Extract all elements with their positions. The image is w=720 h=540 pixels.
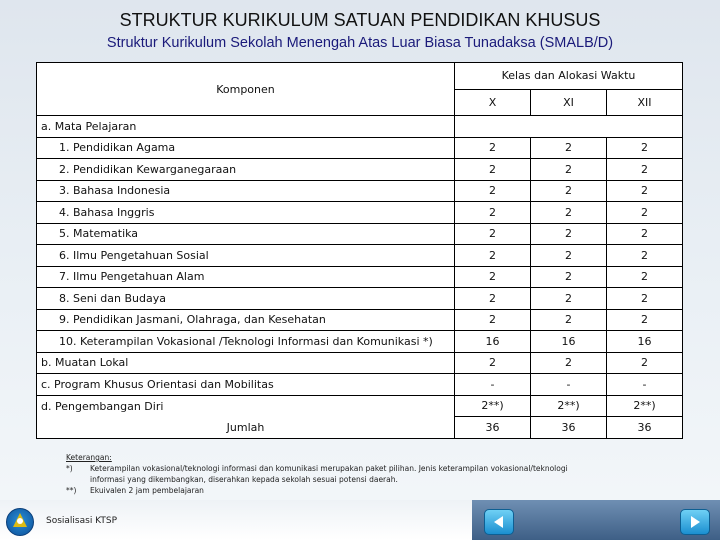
subject-rows	[37, 137, 683, 352]
triangle-right-icon	[688, 515, 702, 529]
note-text: informasi yang dikembangkan, diserahkan kepada sekolah sesuai potensi daerah.	[90, 475, 398, 484]
subject-row	[37, 223, 683, 245]
value-xii: 2	[607, 159, 683, 181]
value-xii: 2	[607, 137, 683, 159]
jumlah-row	[37, 417, 683, 439]
subject-row	[37, 245, 683, 267]
note-item	[66, 485, 568, 496]
value-x: 2	[455, 288, 531, 310]
value-xi: 2	[531, 180, 607, 202]
value-xii: 2**)	[607, 395, 683, 417]
next-slide-button[interactable]	[680, 509, 710, 535]
subject-name: 8. Seni dan Budaya	[37, 288, 455, 310]
subject-name: 6. Ilmu Pengetahuan Sosial	[37, 245, 455, 267]
program-khusus-row	[37, 374, 683, 396]
value-xii: 2	[607, 180, 683, 202]
subject-name: 4. Bahasa Inggris	[37, 202, 455, 224]
value-x: 36	[455, 417, 531, 439]
value-x: 2	[455, 159, 531, 181]
value-x: 2**)	[455, 395, 531, 417]
subject-row	[37, 202, 683, 224]
value-xi: 2**)	[531, 395, 607, 417]
row-label: d. Pengembangan Diri	[37, 395, 455, 417]
note-mark: **)	[66, 486, 77, 495]
value-xi: 2	[531, 266, 607, 288]
footer-nav-panel	[472, 500, 720, 540]
value-x: 2	[455, 137, 531, 159]
value-x: -	[455, 374, 531, 396]
pengembangan-diri-row	[37, 395, 683, 417]
jumlah-label: Jumlah	[37, 417, 455, 439]
subject-name: 10. Keterampilan Vokasional /Teknologi Informasi dan Komunikasi *)	[37, 331, 455, 353]
footer-left-panel	[0, 500, 472, 540]
footer-bar	[0, 500, 720, 540]
subject-name: 3. Bahasa Indonesia	[37, 180, 455, 202]
value-x: 2	[455, 180, 531, 202]
value-xi: 2	[531, 137, 607, 159]
note-text: Ekuivalen 2 jam pembelajaran	[90, 486, 204, 495]
prev-slide-button[interactable]	[484, 509, 514, 535]
subject-row	[37, 288, 683, 310]
value-x: 2	[455, 309, 531, 331]
subject-row	[37, 331, 683, 353]
section-a-label: a. Mata Pelajaran	[37, 116, 455, 138]
subject-row	[37, 137, 683, 159]
value-xi: 2	[531, 159, 607, 181]
value-xi: 36	[531, 417, 607, 439]
subject-name: 9. Pendidikan Jasmani, Olahraga, dan Kesehatan	[37, 309, 455, 331]
notes	[66, 452, 568, 496]
value-xi: 2	[531, 352, 607, 374]
triangle-left-icon	[492, 515, 506, 529]
value-xi: -	[531, 374, 607, 396]
page-subtitle: Struktur Kurikulum Sekolah Menengah Atas Luar Biasa Tunadaksa (SMALB/D)	[106, 35, 614, 51]
value-xii: 2	[607, 223, 683, 245]
value-x: 16	[455, 331, 531, 353]
value-xii: 2	[607, 352, 683, 374]
table-header-row	[37, 63, 683, 90]
value-x: 2	[455, 266, 531, 288]
value-x: 2	[455, 223, 531, 245]
section-a-row	[37, 116, 683, 138]
note-mark	[66, 474, 90, 485]
value-xi: 2	[531, 245, 607, 267]
subject-name: 7. Ilmu Pengetahuan Alam	[37, 266, 455, 288]
subject-row	[37, 159, 683, 181]
note-item	[66, 463, 568, 474]
komponen-header: Komponen	[37, 63, 455, 116]
muatan-lokal-row	[37, 352, 683, 374]
value-x: 2	[455, 202, 531, 224]
value-xii: 2	[607, 202, 683, 224]
section-a-empty	[455, 116, 683, 138]
row-label: c. Program Khusus Orientasi dan Mobilitas	[37, 374, 455, 396]
note-mark: *)	[66, 464, 73, 473]
value-xii: 2	[607, 309, 683, 331]
value-xii: 2	[607, 266, 683, 288]
kelas-header: Kelas dan Alokasi Waktu	[455, 63, 683, 90]
value-xii: -	[607, 374, 683, 396]
tut-wuri-handayani-logo-icon	[6, 508, 34, 536]
value-xi: 16	[531, 331, 607, 353]
value-xi: 2	[531, 223, 607, 245]
value-xii: 2	[607, 288, 683, 310]
subject-name: 2. Pendidikan Kewarganegaraan	[37, 159, 455, 181]
value-xi: 2	[531, 309, 607, 331]
subject-name: 5. Matematika	[37, 223, 455, 245]
value-xii: 2	[607, 245, 683, 267]
class-header-xi: XI	[531, 89, 607, 116]
class-header-xii: XII	[607, 89, 683, 116]
page-title: STRUKTUR KURIKULUM SATUAN PENDIDIKAN KHUSUS	[119, 10, 601, 30]
subject-row	[37, 180, 683, 202]
subject-row	[37, 266, 683, 288]
class-header-x: X	[455, 89, 531, 116]
curriculum-table	[36, 62, 683, 439]
note-text: Keterampilan vokasional/teknologi informasi dan komunikasi merupakan paket pilihan. Jenis keterampilan vokasional/teknologi	[90, 464, 568, 473]
value-x: 2	[455, 352, 531, 374]
value-x: 2	[455, 245, 531, 267]
notes-heading: Keterangan:	[66, 453, 112, 462]
value-xii: 16	[607, 331, 683, 353]
subject-row	[37, 309, 683, 331]
note-item	[66, 474, 568, 485]
footer-text: Sosialisasi KTSP	[46, 516, 118, 526]
value-xii: 36	[607, 417, 683, 439]
row-label: b. Muatan Lokal	[37, 352, 455, 374]
value-xi: 2	[531, 202, 607, 224]
value-xi: 2	[531, 288, 607, 310]
subject-name: 1. Pendidikan Agama	[37, 137, 455, 159]
